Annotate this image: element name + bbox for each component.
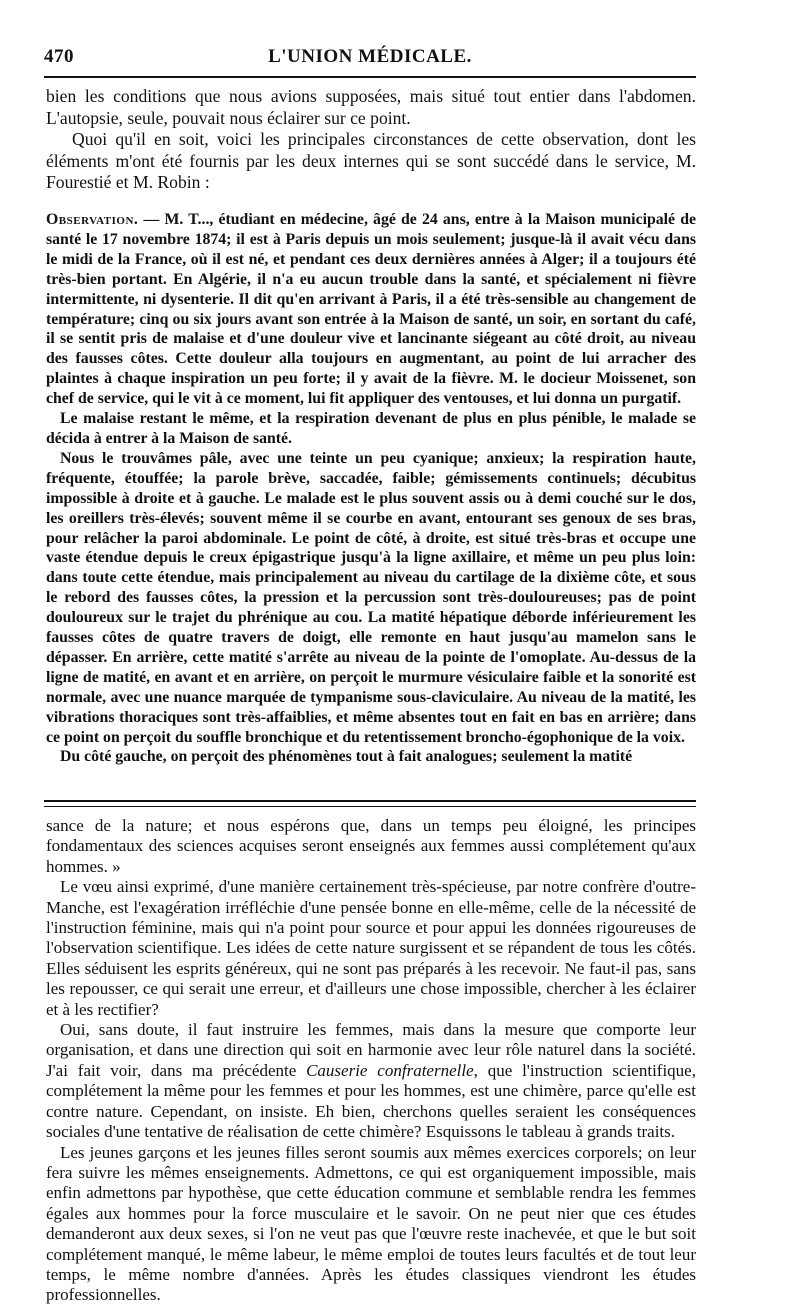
text-run: Oui, sans doute, il faut instruire les femmes, mais dans la mesure que comporte leur organisation, et dans une direction qui soit en harmonie avec leur rôle naturel dans la société. J'ai fait voir, dans ma précédente [46,1020,696,1080]
feuilleton-paragraph: Les jeunes garçons et les jeunes filles seront soumis aux mêmes exercices corporels; on leur fera suivre les mêmes enseignements. Admettons, ce qui est organiquement impossible, mais enfin admettons par hypothèse, que cette éducation commune et semblable rendra les femmes égales aux hommes pour la force musculaire et le savoir. On ne peut nier que ces études demanderont aux deux sexes, si l'on ne veut pas que l'œuvre reste inachevée, et que le but soit complétement manqué, le même labeur, le même emploi de toutes leurs facultés et de tout leur temps, le même nombre d'années. Après les études classiques viendront les études professionnelles. [46,1142,696,1305]
header-rule [44,76,696,78]
feuilleton-paragraph [46,1020,696,1142]
paragraph-continuation: bien les conditions que nous avions supposées, mais situé tout entier dans l'abdomen. L'autopsie, seule, pouvait nous éclairer sur ce point. [46,86,696,128]
section-divider [44,800,696,807]
observation-text: — M. T..., étudiant en médecine, âgé de 24 ans, entre à la Maison municipalé de santé le 17 novembre 1874; il est à Paris depuis un mois seulement; jusque-là il avait vécu dans le midi de la France, où il est né, et pendant ces deux dernières années à Alger; il a toujours été très-bien portant. En Algérie, il n'a eu aucun trouble dans la santé, et spécialement ni fièvre intermittente, ni dysenterie. Il dit qu'en arrivant à Paris, il a été très-sensible au changement de température; cinq ou six jours avant son entrée à la Maison de santé, un soir, en sortant du café, il se sentit pris de malaise et d'une douleur vive et lancinante siégeant au côté droit, au niveau des fausses côtes. Cette douleur alla toujours en augmentant, au point de lui arracher des plaintes à chaque inspiration un peu forte; il y avait de la fièvre. M. le docieur Moissenet, son chef de service, qui le vit à ce moment, lui fit appliquer des ventouses, et lui donna un purgatif. [46,211,696,408]
observation-section [46,210,696,767]
observation-paragraph: Nous le trouvâmes pâle, avec une teinte un peu cyanique; anxieux; la respiration haute, fréquente, étouffée; la parole brève, saccadée, faible; gémissements continuels; décubitus impossible à droite et à gauche. Le malade est le plus souvent assis ou à demi couché sur le dos, les oreillers très-élevés; souvent même il se courbe en avant, entourant ses genoux de ses bras, pour relâcher la paroi abdominale. Le point de côté, à droite, est situé très-bras et occupe une vaste étendue depuis le creux épigastrique jusqu'à la ligne axillaire, et même un peu plus loin: dans toute cette étendue, mais principalement au niveau du cartilage de la dixième côte, et sous le rebord des fausses côtes, la pression et la percussion sont très-douloureuses; pas de point douloureux sur le trajet du phrénique au cou. La matité hépatique déborde inférieurement les fausses côtes de quatre travers de doigt, elle remonte en haut jusqu'au mamelon sans le dépasser. En arrière, cette matité s'arrête au niveau de la pointe de l'omoplate. Au-dessus de la ligne de matité, en avant et en arrière, on perçoit le murmure vésiculaire faible et la sonorité est normale, avec une nuance marquée de tympanisme sous-claviculaire. Au niveau de la matité, les vibrations thoraciques sont très-affaiblies, et même absentes tout en fait en bas en arrière; dans ce point on perçoit du souffle bronchique et du retentissement broncho-égophonique de la voix. [46,449,696,746]
upper-article-section [46,86,696,194]
page-number: 470 [44,46,74,67]
observation-paragraph: Du côté gauche, on perçoit des phénomènes tout à fait analogues; seulement la matité [60,748,633,766]
feuilleton-section [46,816,696,1306]
feuilleton-paragraph: sance de la nature; et nous espérons que, dans un temps peu éloigné, les principes fondamentaux des sciences acquises seront enseignés aux femmes aussi complétement qu'aux hommes. » [46,816,696,876]
observation-paragraph: Le malaise restant le même, et la respiration devenant de plus en plus pénible, le malade se décida à entrer à la Maison de santé. [46,410,696,447]
italic-title: Causerie confraternelle [306,1060,474,1080]
paragraph-intro: Quoi qu'il en soit, voici les principales circonstances de cette observation, dont les éléments m'ont été fournis par les deux internes qui se sont succédé dans le service, M. Fourestié et M. Robin : [46,129,696,192]
running-header [44,42,696,72]
observation-paragraph [46,210,696,409]
observation-label: Observation. [46,211,139,228]
text-run: , que l'instruction scientifique, complétement la même pour les femmes et pour les hommes, est une chimère, parce qu'elle est contre nature. Cependant, on insiste. Eh bien, cherchons quelles seraient les conséquences sociales d'une tentative de réalisation de cette chimère? Esquissons le tableau à grands traits. [46,1060,696,1142]
journal-title: L'UNION MÉDICALE. [268,46,472,67]
feuilleton-paragraph: Le vœu ainsi exprimé, d'une manière certainement très-spécieuse, par notre confrère d'outre-Manche, est l'exagération irréfléchie d'une pensée bonne en elle-même, celle de la nécessité de l'instruction féminine, mais qui n'a point pour source et pour appui les données rigoureuses de l'observation scientifique. Les idées de cette nature surgissent et se répandent de tous les côtés. Elles séduisent les esprits généreux, qui ne sont pas préparés à les recevoir. Ne faut-il pas, sans les repousser, ce qui serait une erreur, et d'ailleurs une chose impossible, chercher à les éclairer et à les rectifier? [46,877,696,1019]
